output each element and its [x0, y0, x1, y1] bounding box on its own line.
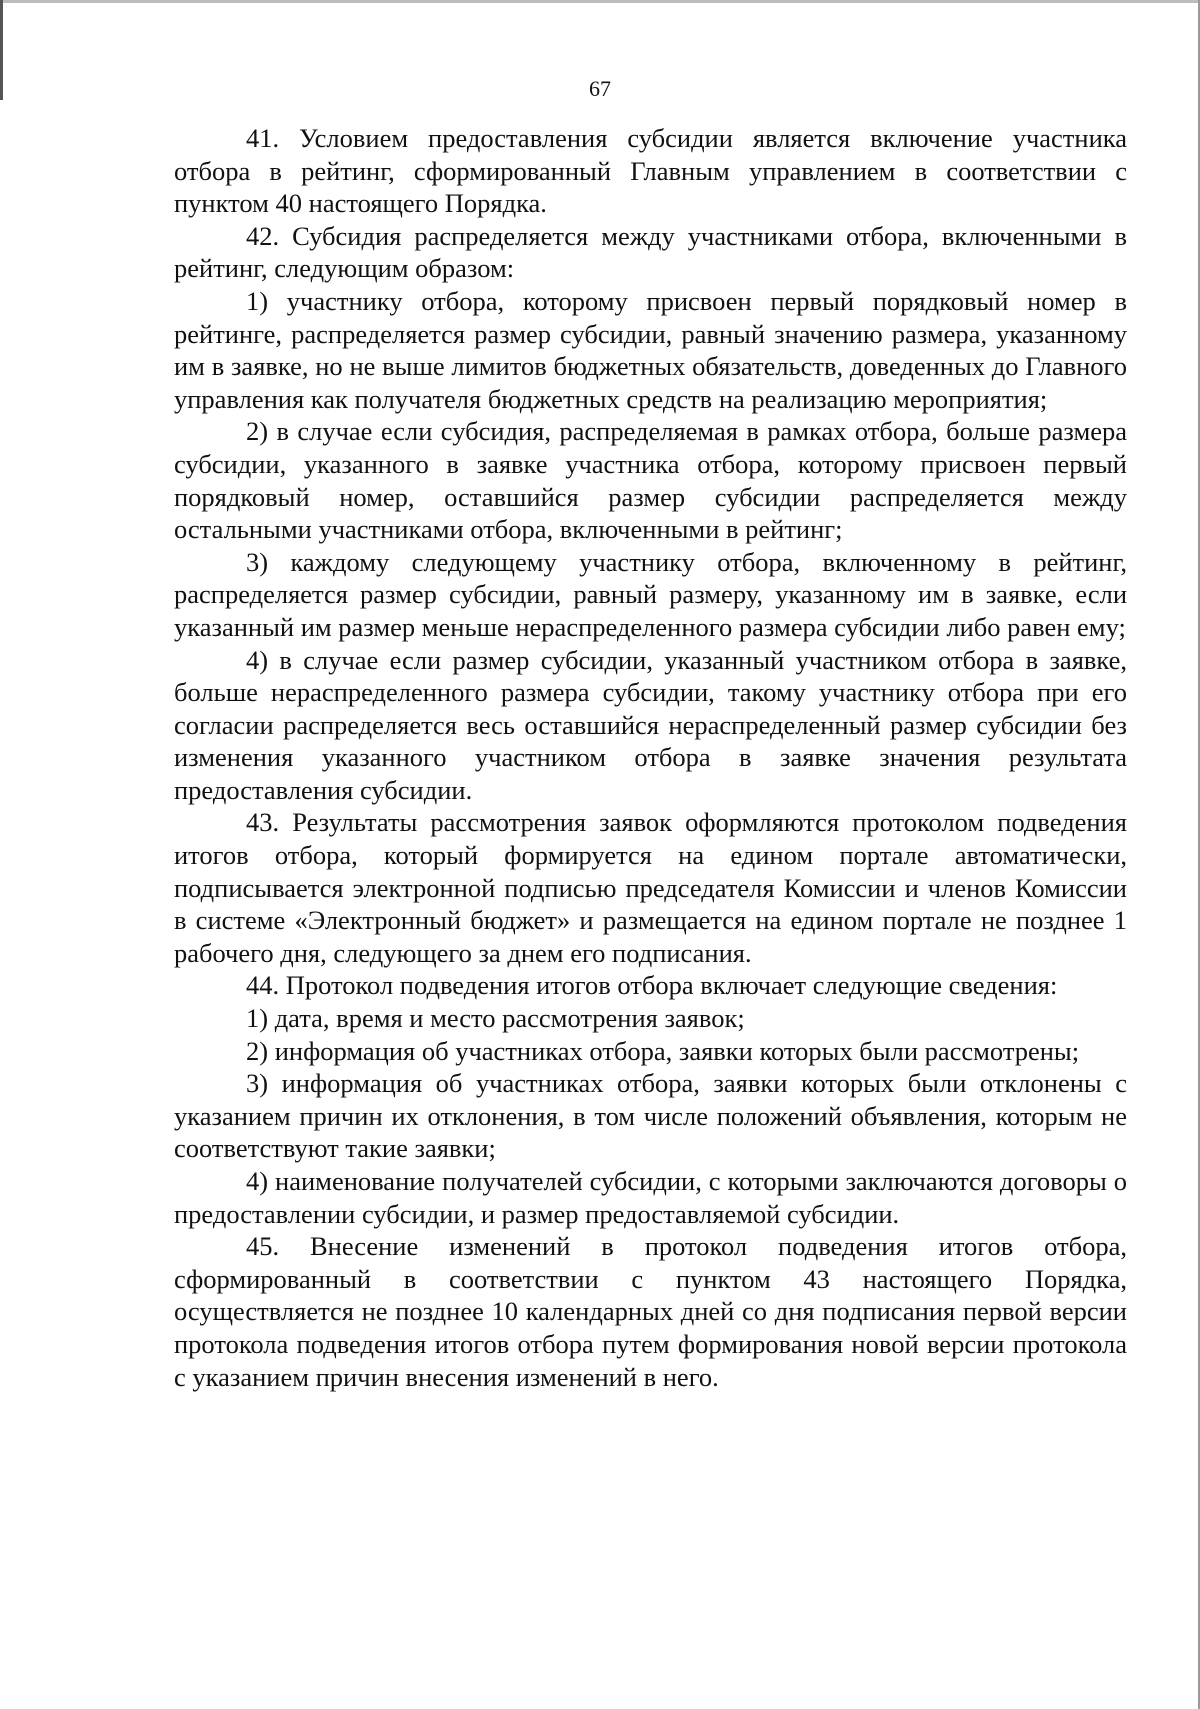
paragraph-44-item-3: 3) информация об участниках отбора, заявки которых были отклонены с указанием причин их отклонения, в том числе положений объявления, которым не соответствуют такие заявки;	[174, 1068, 1127, 1164]
paragraph-42: 42. Субсидия распределяется между участниками отбора, включенными в рейтинг, следующим образом:	[174, 220, 1127, 284]
paragraph-42-item-4: 4) в случае если размер субсидии, указанный участником отбора в заявке, больше нераспределенного размера субсидии, такому участнику отбора при его согласии распределяется весь оставшийся нераспределенный размер субсидии без изменения указанного участником отбора в заявке значения результата предоставления субсидии.	[174, 644, 1127, 805]
paragraph-42-item-2: 2) в случае если субсидия, распределяемая в рамках отбора, больше размера субсидии, указанного в заявке участника отбора, которому присвоен первый порядковый номер, оставшийся размер субсидии распределяется между остальными участниками отбора, включенными в рейтинг;	[174, 416, 1127, 545]
paragraph-43: 43. Результаты рассмотрения заявок оформляются протоколом подведения итогов отбора, который формируется на едином портале автоматически, подписывается электронной подписью председателя Комиссии и членов Комиссии в системе «Электронный бюджет» и размещается на едином портале не позднее 1 рабочего дня, следующего за днем его подписания.	[174, 807, 1127, 968]
paragraph-42-item-1: 1) участнику отбора, которому присвоен первый порядковый номер в рейтинге, распределяется размер субсидии, равный значению размера, указанному им в заявке, но не выше лимитов бюджетных обязательств, доведенных до Главного управления как получателя бюджетных средств на реализацию мероприятия;	[174, 285, 1127, 414]
paragraph-41: 41. Условием предоставления субсидии является включение участника отбора в рейтинг, сформированный Главным управлением в соответствии с пунктом 40 настоящего Порядка.	[174, 123, 1127, 219]
paragraph-44-item-1: 1) дата, время и место рассмотрения заявок;	[246, 1003, 745, 1034]
paragraph-45: 45. Внесение изменений в протокол подведения итогов отбора, сформированный в соответствии с пунктом 43 настоящего Порядка, осуществляется не позднее 10 календарных дней со дня подписания первой версии протокола подведения итогов отбора путем формирования новой версии протокола с указанием причин внесения изменений в него.	[174, 1231, 1127, 1392]
scan-edge-top	[0, 0, 1200, 3]
page-number: 67	[589, 76, 611, 101]
paragraph-44-item-4: 4) наименование получателей субсидии, с которыми заключаются договоры о предоставлении субсидии, и размер предоставляемой субсидии.	[174, 1166, 1127, 1229]
paragraph-44: 44. Протокол подведения итогов отбора включает следующие сведения:	[246, 970, 1058, 1001]
paragraph-44-item-2: 2) информация об участниках отбора, заявки которых были рассмотрены;	[246, 1035, 1080, 1066]
paragraph-42-item-3: 3) каждому следующему участнику отбора, включенному в рейтинг, распределяется размер субсидии, равный размеру, указанному им в заявке, если указанный им размер меньше нераспределенного размера субсидии либо равен ему;	[174, 546, 1127, 642]
document-body	[174, 122, 1127, 1393]
